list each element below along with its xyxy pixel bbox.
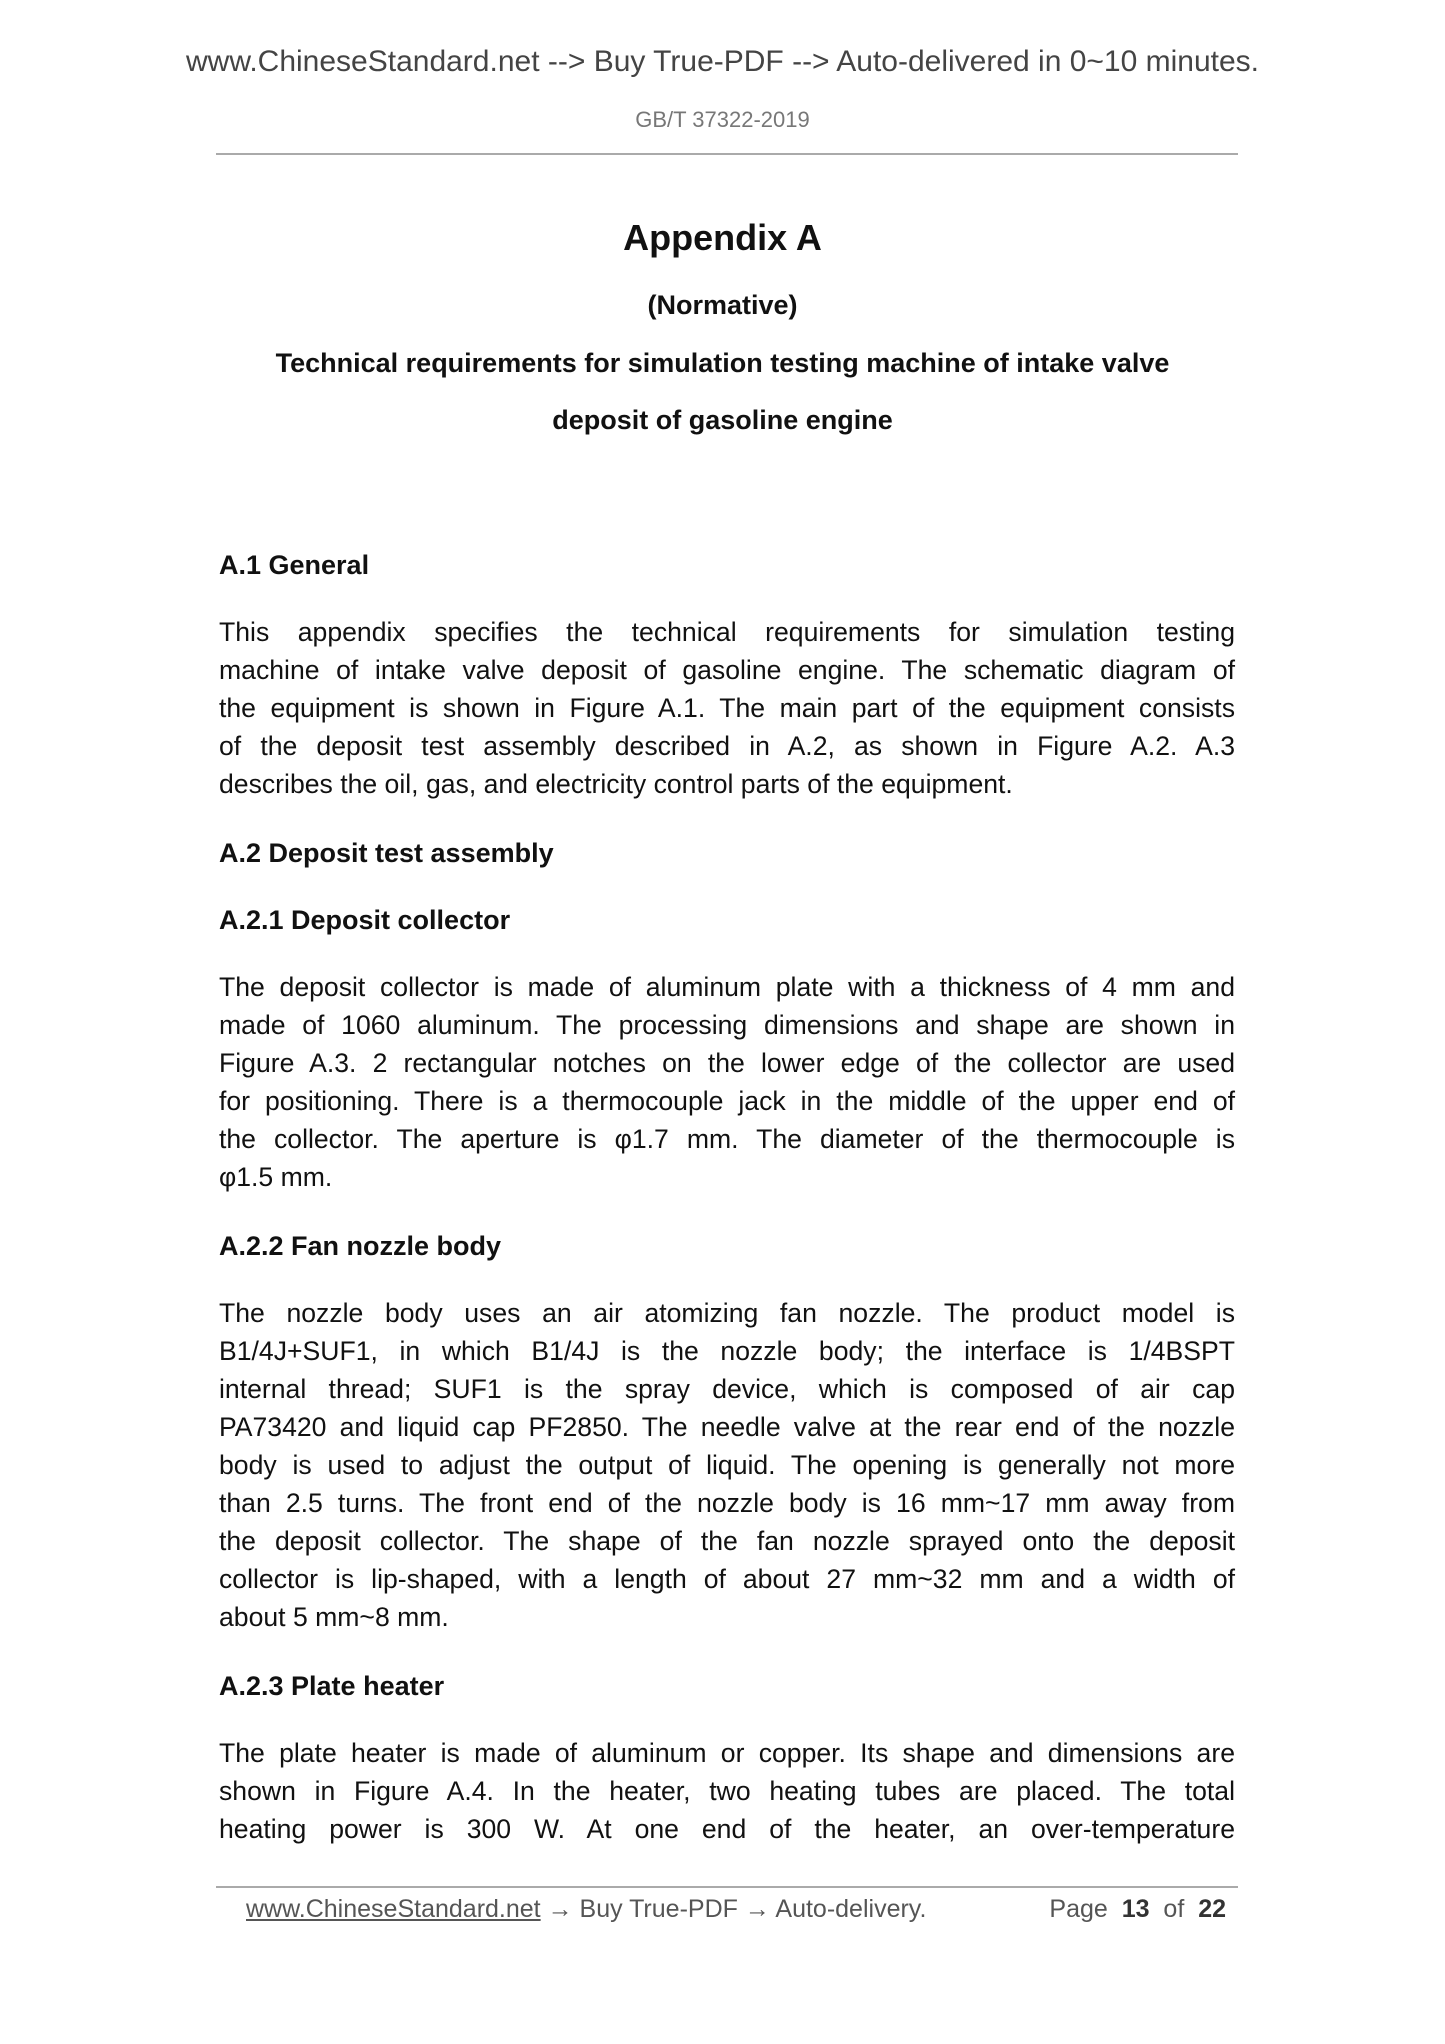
document-code: GB/T 37322-2019 [635, 107, 810, 132]
header-divider [216, 153, 1238, 155]
paragraph-line: the equipment is shown in Figure A.1. The main part of the equipment consists [219, 693, 1235, 723]
section-heading: A.2.1 Deposit collector [219, 905, 511, 935]
paragraph-line: shown in Figure A.4. In the heater, two heating tubes are placed. The total [219, 1776, 1235, 1806]
footer-promo-text: → Buy True-PDF → Auto-delivery. [540, 1895, 927, 1923]
normative-label: (Normative) [647, 290, 798, 320]
paragraph-line: The nozzle body uses an air atomizing fan nozzle. The product model is [219, 1298, 1235, 1328]
paragraph-line: the collector. The aperture is φ1.7 mm. The diameter of the thermocouple is [219, 1124, 1235, 1154]
appendix-subtitle-line-1: Technical requirements for simulation testing machine of intake valve [275, 348, 1170, 378]
paragraph-line: Figure A.3. 2 rectangular notches on the lower edge of the collector are used [219, 1048, 1235, 1078]
paragraph-line: This appendix specifies the technical requirements for simulation testing [219, 617, 1235, 647]
paragraph-line: body is used to adjust the output of liquid. The opening is generally not more [219, 1450, 1235, 1480]
paragraph-line: for positioning. There is a thermocouple jack in the middle of the upper end of [219, 1086, 1235, 1116]
page-indicator [1049, 1892, 1226, 1926]
footer-promo [246, 1892, 926, 1926]
paragraph-line: PA73420 and liquid cap PF2850. The needle valve at the rear end of the nozzle [219, 1412, 1235, 1442]
top-banner: www.ChineseStandard.net --> Buy True-PDF --> Auto-delivered in 0~10 minutes. [185, 45, 1260, 78]
footer-divider [216, 1886, 1238, 1888]
section-paragraph [219, 1294, 1235, 1636]
paragraph-line: heating power is 300 W. At one end of the heater, an over-temperature [219, 1814, 1235, 1844]
paragraph-line: than 2.5 turns. The front end of the nozzle body is 16 mm~17 mm away from [219, 1488, 1235, 1518]
section-paragraph [219, 613, 1235, 803]
footer [246, 1892, 1226, 1926]
of-label: of [1163, 1895, 1185, 1923]
section-heading: A.2.2 Fan nozzle body [219, 1231, 502, 1261]
paragraph-line: describes the oil, gas, and electricity control parts of the equipment. [219, 769, 1013, 799]
paragraph-line: the deposit collector. The shape of the fan nozzle sprayed onto the deposit [219, 1526, 1235, 1556]
appendix-title: Appendix A [623, 217, 822, 258]
page-number: 13 [1121, 1895, 1150, 1923]
paragraph-line: collector is lip-shaped, with a length of about 27 mm~32 mm and a width of [219, 1564, 1235, 1594]
appendix-subtitle-line-2: deposit of gasoline engine [552, 405, 893, 435]
paragraph-line: of the deposit test assembly described in A.2, as shown in Figure A.2. A.3 [219, 731, 1235, 761]
section-heading: A.2.3 Plate heater [219, 1671, 445, 1701]
page-total: 22 [1198, 1895, 1226, 1923]
footer-link[interactable]: www.ChineseStandard.net [246, 1895, 541, 1923]
section-paragraph [219, 1734, 1235, 1848]
paragraph-line: about 5 mm~8 mm. [219, 1602, 449, 1632]
section-heading: A.1 General [219, 550, 370, 580]
paragraph-line: internal thread; SUF1 is the spray device, which is composed of air cap [219, 1374, 1235, 1404]
paragraph-line: machine of intake valve deposit of gasoline engine. The schematic diagram of [219, 655, 1235, 685]
section-heading: A.2 Deposit test assembly [219, 838, 554, 868]
page-label: Page [1049, 1895, 1108, 1923]
paragraph-line: B1/4J+SUF1, in which B1/4J is the nozzle body; the interface is 1/4BSPT [219, 1336, 1235, 1366]
paragraph-line: The deposit collector is made of aluminum plate with a thickness of 4 mm and [219, 972, 1235, 1002]
section-paragraph [219, 968, 1235, 1196]
paragraph-line: The plate heater is made of aluminum or copper. Its shape and dimensions are [219, 1738, 1235, 1768]
paragraph-line: made of 1060 aluminum. The processing dimensions and shape are shown in [219, 1010, 1235, 1040]
paragraph-line: φ1.5 mm. [219, 1162, 333, 1192]
